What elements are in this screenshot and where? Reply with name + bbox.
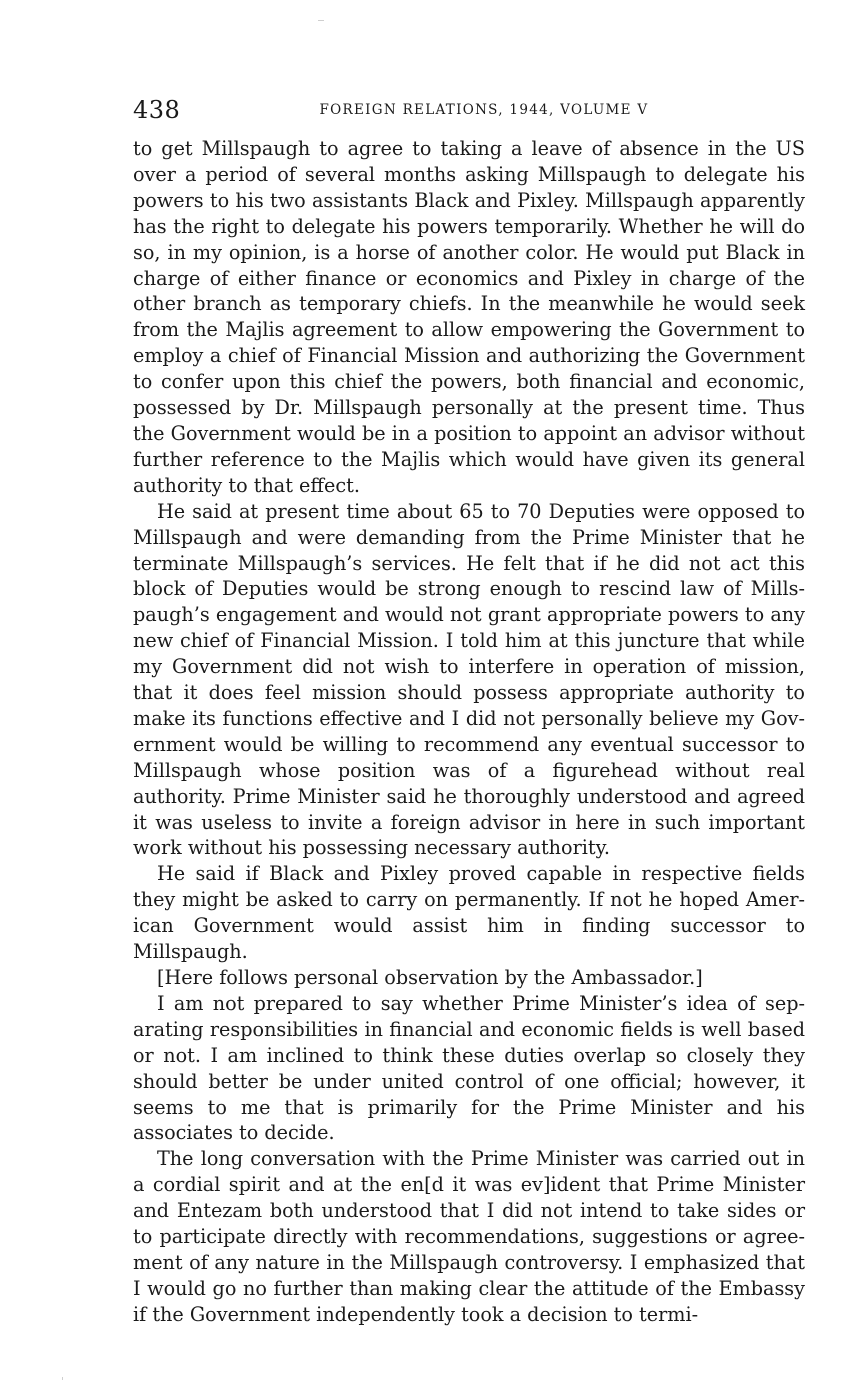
paragraph: [Here follows personal observation by the Ambassador.]	[157, 966, 703, 989]
paragraph: He said if Black and Pixley proved capable in respective fields they might be asked to carry on permanently. If not he hoped American Government would assist him in finding successor to Millspaugh.	[133, 862, 805, 964]
running-head	[133, 96, 805, 132]
document-page	[133, 96, 805, 1328]
running-head-title: FOREIGN RELATIONS, 1944, VOLUME V	[319, 102, 649, 118]
paragraph: I am not prepared to say whether Prime Minister’s idea of separating responsibilities in financial and economic fields is well based or not. I am inclined to think these duties overlap so closely they should better be under united control of one official; however, it seems to me that is primarily for the Prime Minister and his associates to decide.	[133, 991, 805, 1145]
paragraph: The long conversation with the Prime Minister was carried out in a cordial spirit and at the en[d it was ev]ident that Prime Minister and Entezam both understood that I did not intend to take sides or to participate directly with recommendations, suggestions or agreement of any nature in the Millspaugh controversy. I emphasized that I would go no further than making clear the attitude of the Embassy if the Government independently took a decision to termi-	[133, 1147, 805, 1326]
paragraph: to get Millspaugh to agree to taking a leave of absence in the US over a period of several months asking Millspaugh to delegate his powers to his two assistants Black and Pixley. Millspaugh apparently has the right to delegate his powers temporarily. Whether he will do so, in my opinion, is a horse of another color. He would put Black in charge of either finance or economics and Pixley in charge of the other branch as temporary chiefs. In the meanwhile he would seek from the Majlis agreement to allow empowering the Government to employ a chief of Financial Mission and authorizing the Government to confer upon this chief the powers, both financial and economic, possessed by Dr. Millspaugh personally at the present time. Thus the Government would be in a position to appoint an advisor without further reference to the Majlis which would have given its general authority to that effect.	[133, 137, 805, 497]
page-number: 438	[133, 96, 181, 124]
scan-mark-top	[318, 20, 324, 21]
body-text	[133, 136, 805, 1328]
paragraph: He said at present time about 65 to 70 Deputies were opposed to Millspaugh and were demanding from the Prime Minister that he terminate Millspaugh’s services. He felt that if he did not act this block of Deputies would be strong enough to rescind law of Millspaugh’s engagement and would not grant appropriate powers to any new chief of Financial Mission. I told him at this juncture that while my Government did not wish to interfere in operation of mission, that it does feel mission should possess appropriate authority to make its functions effective and I did not personally believe my Government would be willing to recommend any eventual successor to Millspaugh whose position was of a figurehead without real authority. Prime Minister said he thoroughly understood and agreed it was useless to invite a foreign advisor in here in such important work without his possessing necessary authority.	[133, 499, 805, 860]
